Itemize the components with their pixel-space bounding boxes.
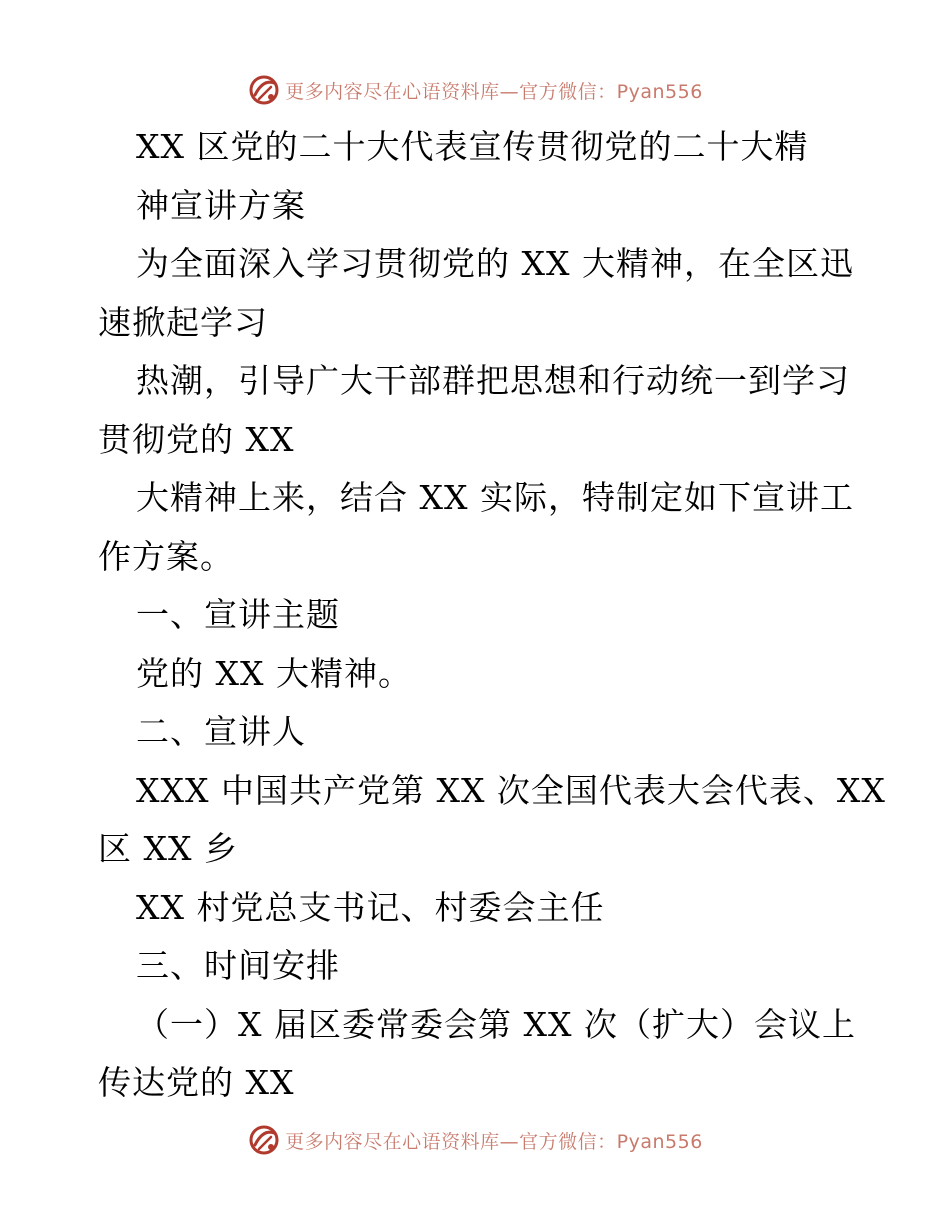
document-line: 大精神上来，结合 XX 实际，特制定如下宣讲工 [136, 478, 854, 517]
logo-icon [247, 73, 281, 107]
document-line: （一）X 届区委常委会第 XX 次（扩大）会议上 [136, 1004, 856, 1044]
document-line: 三、时间安排 [136, 946, 340, 985]
document-line: 区 XX 乡 [98, 829, 238, 868]
document-body [98, 118, 886, 1113]
document-line: 党的 XX 大精神。 [136, 653, 412, 693]
document-line: 作方案。 [98, 536, 234, 576]
watermark-banner-bottom [0, 1120, 950, 1160]
document-line: XXX 中国共产党第 XX 次全国代表大会代表、XX [136, 770, 886, 810]
watermark-banner-top [0, 70, 950, 110]
watermark-text: 更多内容尽在心语资料库—官方微信：Pyan556 [285, 80, 703, 103]
document-line: 为全面深入学习贯彻党的 XX 大精神，在全区迅 [136, 244, 854, 283]
document-line: 贯彻党的 XX [98, 419, 295, 459]
document-line: 一、宣讲主题 [136, 595, 340, 634]
document-line: XX 村党总支书记、村委会主任 [136, 887, 605, 927]
document-line: 速掀起学习 [98, 302, 268, 342]
document-line: 神宣讲方案 [136, 185, 306, 225]
watermark-text: 更多内容尽在心语资料库—官方微信：Pyan556 [285, 1130, 703, 1153]
document-line: 热潮，引导广大干部群把思想和行动统一到学习 [136, 361, 850, 400]
document-line: XX 区党的二十大代表宣传贯彻党的二十大精 [136, 127, 809, 166]
logo-icon [247, 1123, 281, 1157]
document-line: 二、宣讲人 [136, 712, 306, 751]
document-line: 传达党的 XX [98, 1063, 295, 1102]
